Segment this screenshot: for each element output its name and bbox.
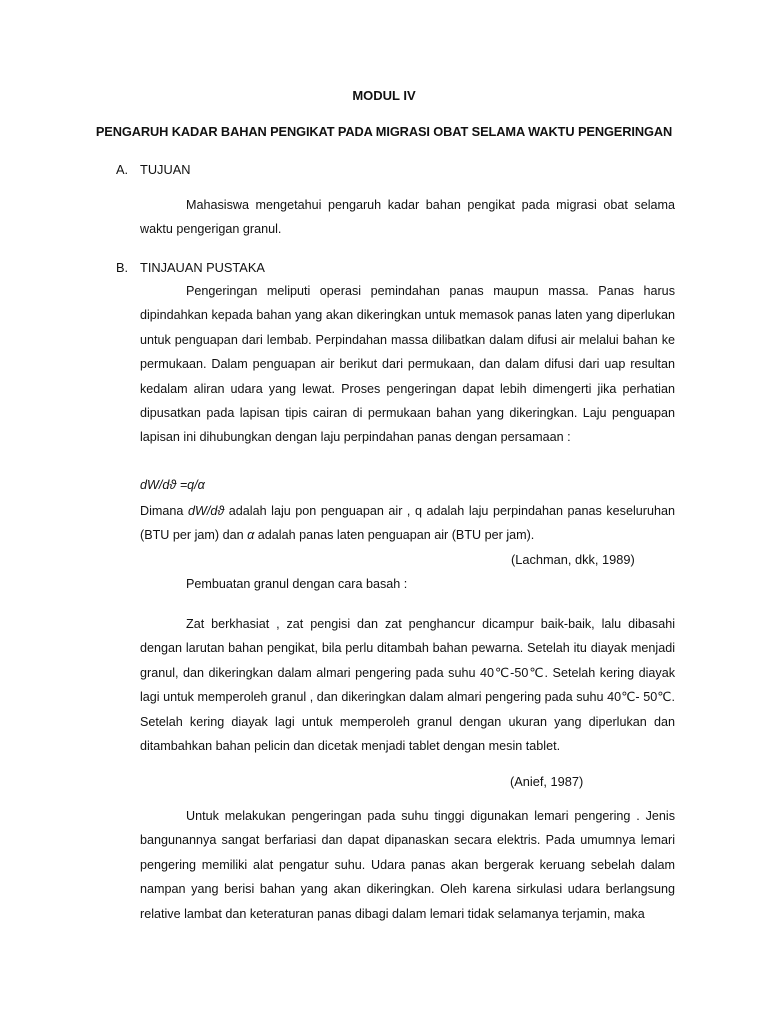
explanation-symbol-rate: dW/dϑ (187, 504, 225, 518)
section-a-paragraph-text: Mahasiswa mengetahui pengaruh kadar bahan pengikat pada migrasi obat selama waktu pengerigan granul. (140, 198, 675, 237)
section-a-paragraph (140, 193, 675, 242)
explanation-tail: adalah panas laten penguapan air (BTU per jam). (254, 528, 535, 543)
equation: dW/dϑ =q/α (140, 478, 205, 492)
section-a-letter: A. (116, 162, 129, 177)
section-a-heading (116, 162, 190, 177)
module-subtitle: PENGARUH KADAR BAHAN PENGIKAT PADA MIGRASI OBAT SELAMA WAKTU PENGERINGAN (95, 124, 673, 139)
explanation-lead: Dimana (140, 504, 188, 518)
section-b-paragraph-1-text: Pengeringan meliputi operasi pemindahan panas maupun massa. Panas harus dipindahkan kepada bahan yang akan dikeringkan untuk memasok panas laten yang diperlukan untuk penguapan dari lembab. Perpindahan massa dilibatkan dalam difusi air melalui bahan ke permukaan. Dalam penguapan air berikut dari permukaan, dan dalam difusi dari uap resultan kedalam aliran udara yang lewat. Proses pengeringan dapat lebih dimengerti jika perhatian dipusatkan pada lapisan tipis cairan di permukaan bahan yang dikeringkan. Laju penguapan lapisan ini dihubungkan dengan laju perpindahan panas dengan persamaan : (140, 284, 675, 445)
citation-anief: (Anief, 1987) (510, 774, 584, 789)
explanation-symbol-alpha: α (247, 528, 255, 543)
section-b-paragraph-2-text: Zat berkhasiat , zat pengisi dan zat penghancur dicampur baik-baik, lalu dibasahi dengan larutan bahan pengikat, bila perlu ditambah bahan pewarna. Setelah itu diayak menjadi granul, dan dikeringkan dalam almari pengering pada suhu 40℃-50℃. Setelah kering diayak lagi untuk memperoleh granul , dan dikeringkan dalam almari pengering pada suhu 40℃- 50℃. Setelah kering diayak lagi untuk memperoleh granul dengan ukuran yang diperlukan dan ditambahkan bahan pelicin dan dicetak menjadi tablet dengan mesin tablet. (140, 617, 675, 754)
section-b-paragraph-1 (140, 279, 675, 450)
section-b-letter: B. (116, 260, 129, 275)
section-b-title: TINJAUAN PUSTAKA (140, 260, 265, 275)
section-b-paragraph-3 (140, 804, 675, 926)
equation-explanation (140, 499, 675, 548)
section-a-title: TUJUAN (140, 162, 191, 177)
section-b-paragraph-2 (140, 612, 675, 758)
section-b-paragraph-3-text: Untuk melakukan pengeringan pada suhu tinggi digunakan lemari pengering . Jenis bangunannya sangat berfariasi dan dapat dipanaskan secara elektris. Pada umumnya lemari pengering memiliki alat pengatur suhu. Udara panas akan bergerak keruang sebelah dalam nampan yang berisi bahan yang akan dikeringkan. Oleh karena sirkulasi udara berlangsung relative lambat dan keteraturan panas dibagi dalam lemari tidak selamanya terjamin, maka (140, 809, 675, 921)
wet-granulation-subheading: Pembuatan granul dengan cara basah : (186, 577, 408, 591)
citation-lachman: (Lachman, dkk, 1989) (511, 552, 635, 567)
explanation-middle: adalah laju pon penguapan air , q adalah laju perpindahan panas keseluruhan (BTU per jam) dan (140, 504, 675, 543)
module-title: MODUL IV (352, 88, 416, 103)
section-b-heading (116, 260, 265, 275)
